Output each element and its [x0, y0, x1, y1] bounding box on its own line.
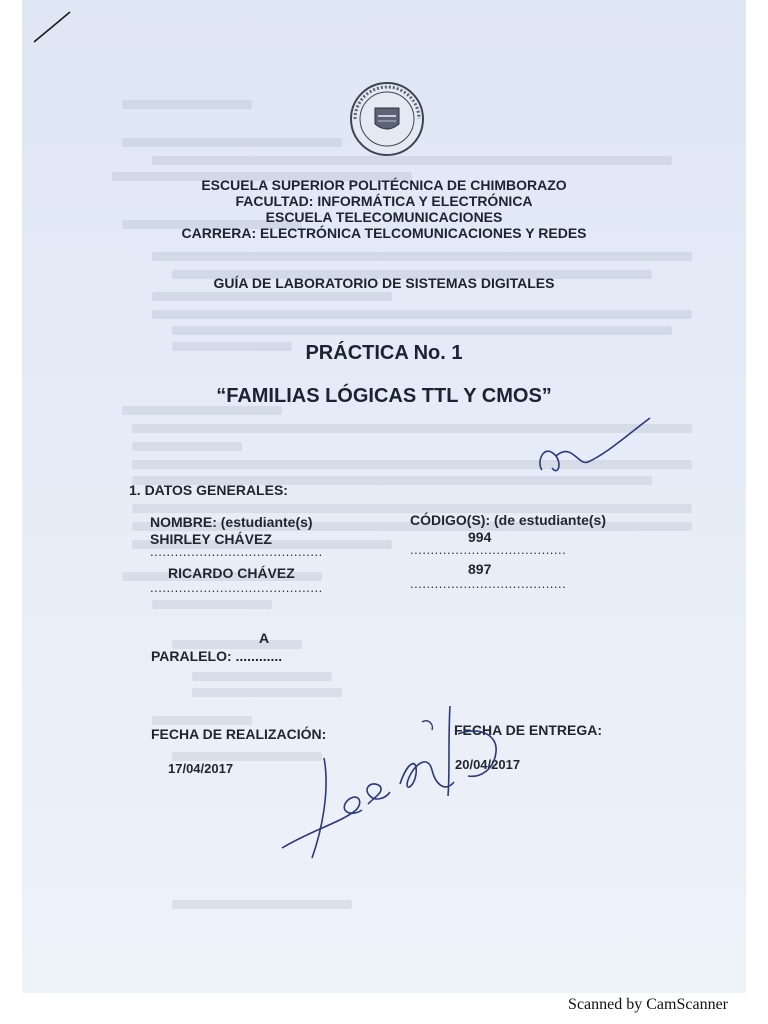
header-institution: ESCUELA SUPERIOR POLITÉCNICA DE CHIMBORAZO [201, 177, 567, 193]
name-dotted-line: .......................................... [150, 580, 323, 595]
scanner-watermark: Scanned by CamScanner [568, 996, 728, 1013]
date-realizacion-label: FECHA DE REALIZACIÓN: [151, 726, 327, 742]
student-name: RICARDO CHÁVEZ [168, 565, 295, 581]
student-code: 897 [468, 561, 492, 577]
name-label: NOMBRE: (estudiante(s) [150, 514, 313, 530]
document-page [22, 0, 746, 993]
student-code: 994 [468, 529, 492, 545]
guide-title: GUÍA DE LABORATORIO DE SISTEMAS DIGITALES [213, 275, 555, 291]
handwritten-signature [272, 700, 522, 870]
date-entrega-value: 20/04/2017 [455, 757, 521, 772]
pen-stroke-mark [30, 8, 80, 48]
university-seal-logo [348, 80, 426, 158]
header-school: ESCUELA TELECOMUNICACIONES [265, 209, 503, 225]
date-entrega-label: FECHA DE ENTREGA: [454, 722, 603, 738]
code-label: CÓDIGO(S): (de estudiante(s) [410, 512, 607, 528]
student-name: SHIRLEY CHÁVEZ [150, 531, 272, 547]
header-faculty: FACULTAD: INFORMÁTICA Y ELECTRÓNICA [235, 193, 533, 209]
date-realizacion-value: 17/04/2017 [168, 761, 234, 776]
code-dotted-line: ...................................... [410, 542, 567, 557]
handwritten-initial-mark [522, 412, 662, 484]
section-general-data: 1. DATOS GENERALES: [129, 482, 288, 498]
name-dotted-line: .......................................... [150, 544, 323, 559]
header-career: CARRERA: ELECTRÓNICA TELCOMUNICACIONES Y REDES [181, 225, 587, 241]
code-dotted-line: ...................................... [410, 576, 567, 591]
practice-number: PRÁCTICA No. 1 [305, 342, 463, 364]
paralelo-value: A [259, 630, 270, 646]
practice-title: “FAMILIAS LÓGICAS TTL Y CMOS” [216, 385, 552, 407]
paralelo-label: PARALELO: ............ [151, 648, 283, 664]
